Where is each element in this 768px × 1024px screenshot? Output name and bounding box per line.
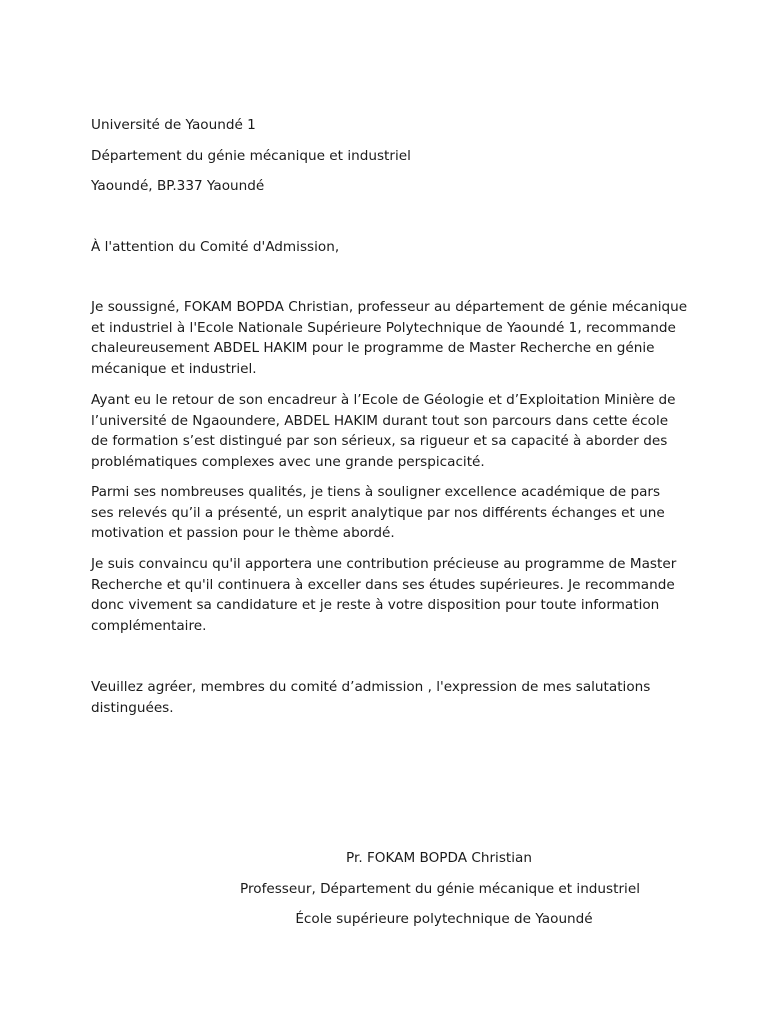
signature-name: Pr. FOKAM BOPDA Christian	[346, 850, 532, 866]
paragraph-line: complémentaire.	[91, 617, 207, 634]
paragraph-line: Recherche et qu'il continuera à exceller dans ses études supérieures. Je recommande	[91, 576, 675, 593]
paragraph-line: problématiques complexes avec une grande perspicacité.	[91, 453, 485, 470]
closing-formula	[91, 677, 691, 718]
salutation: À l'attention du Comité d'Admission,	[91, 239, 340, 255]
paragraph-line: et industriel à l'Ecole Nationale Supérieure Polytechnique de Yaoundé 1, recommande	[91, 319, 676, 336]
signature-institution: École supérieure polytechnique de Yaoundé	[295, 911, 593, 927]
paragraph-line: Parmi ses nombreuses qualités, je tiens à souligner excellence académique de pars	[91, 484, 661, 500]
paragraph-line: Je suis convaincu qu'il apportera une contribution précieuse au programme de Master	[91, 556, 677, 572]
paragraph-qualities	[91, 482, 691, 544]
paragraph-line: ses relevés qu’il a présenté, un esprit analytique par nos différents échanges et une	[91, 504, 665, 521]
paragraph-recommendation	[91, 297, 691, 379]
header-university: Université de Yaoundé 1	[91, 117, 256, 133]
paragraph-line: Ayant eu le retour de son encadreur à l’Ecole de Géologie et d’Exploitation Minière de	[91, 392, 676, 408]
signature-title: Professeur, Département du génie mécanique et industriel	[240, 881, 640, 897]
paragraph-conviction	[91, 554, 691, 636]
paragraph-line: mécanique et industriel.	[91, 360, 257, 377]
closing-line: distinguées.	[91, 699, 174, 716]
paragraph-line: motivation et passion pour le thème abordé.	[91, 525, 395, 542]
paragraph-line: l’université de Ngaoundere, ABDEL HAKIM durant tout son parcours dans cette école	[91, 412, 669, 429]
paragraph-line: Je soussigné, FOKAM BOPDA Christian, professeur au département de génie mécanique	[91, 299, 688, 315]
paragraph-supervisor-feedback	[91, 390, 691, 472]
header-department: Département du génie mécanique et industriel	[91, 148, 411, 164]
paragraph-line: chaleureusement ABDEL HAKIM pour le programme de Master Recherche en génie	[91, 340, 655, 357]
paragraph-line: donc vivement sa candidature et je reste à votre disposition pour toute information	[91, 597, 660, 614]
paragraph-line: de formation s’est distingué par son sérieux, sa rigueur et sa capacité à aborder des	[91, 433, 668, 450]
header-address: Yaoundé, BP.337 Yaoundé	[91, 178, 265, 194]
closing-line: Veuillez agréer, membres du comité d’admission , l'expression de mes salutations	[91, 679, 651, 695]
